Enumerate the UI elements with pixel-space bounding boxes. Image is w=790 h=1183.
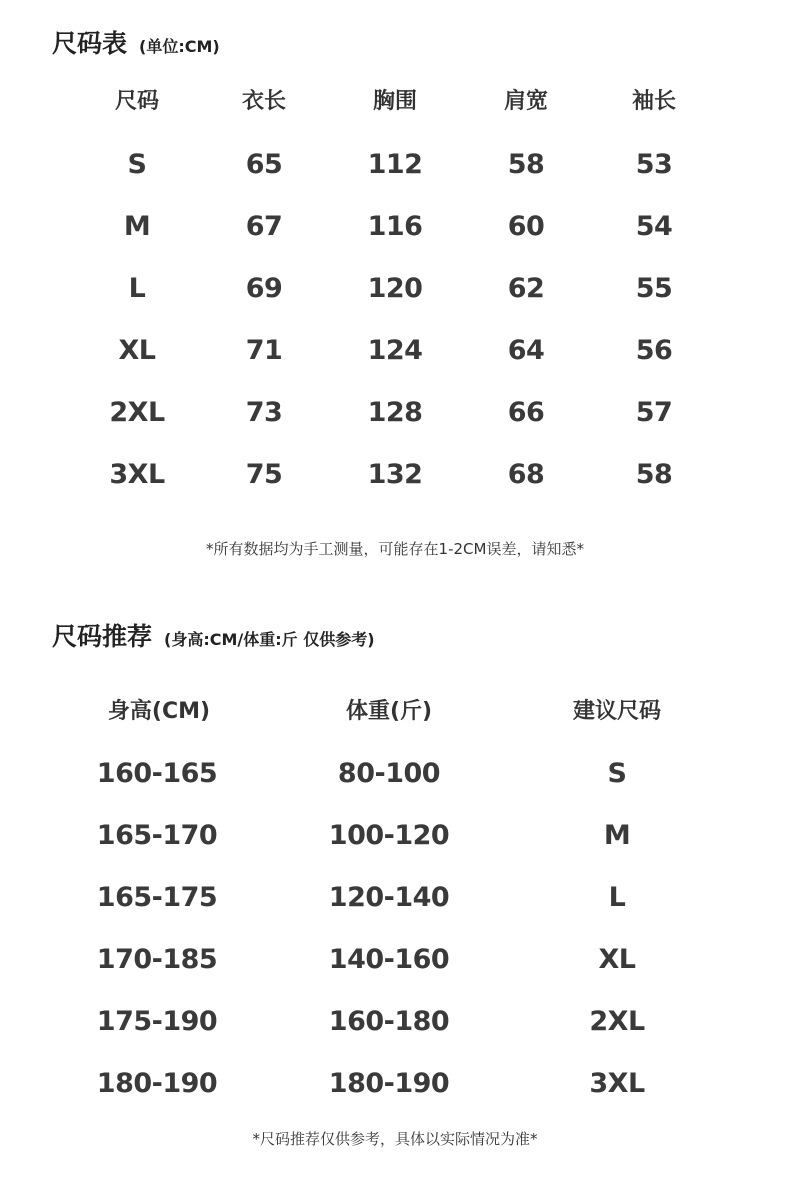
table-cell: 100-120 — [328, 820, 450, 851]
table-cell: 160-180 — [328, 1006, 450, 1037]
table-cell: L — [608, 882, 626, 913]
table-cell: 128 — [367, 397, 423, 428]
table-cell: 64 — [507, 335, 545, 366]
table-cell: 57 — [635, 397, 673, 428]
header-cell: 袖长 — [631, 89, 677, 114]
table-cell: 120-140 — [328, 882, 450, 913]
table-cell: M — [603, 820, 631, 851]
table-cell: XL — [598, 944, 636, 975]
table-cell: 53 — [635, 149, 673, 180]
table-cell: 165-170 — [96, 820, 218, 851]
table-cell: 3XL — [589, 1068, 645, 1099]
table-cell: XL — [118, 335, 156, 366]
table-row — [0, 754, 790, 794]
table-cell: 116 — [367, 211, 423, 242]
table-cell: 170-185 — [96, 944, 218, 975]
table-cell: S — [127, 149, 147, 180]
table-cell: 71 — [245, 335, 283, 366]
table-cell: 60 — [507, 211, 545, 242]
table-cell: 180-190 — [96, 1068, 218, 1099]
size-chart-note: *所有数据均为手工测量，可能存在1-2CM误差，请知悉* — [206, 540, 584, 558]
size-chart-header-row — [0, 82, 790, 122]
table-cell: M — [123, 211, 151, 242]
recommend-title: 尺码推荐 — [52, 622, 153, 651]
table-cell: 140-160 — [328, 944, 450, 975]
table-cell: L — [128, 273, 146, 304]
size-chart-unit: (单位:CM) — [139, 37, 220, 56]
table-row — [0, 331, 790, 371]
table-cell: 80-100 — [337, 758, 441, 789]
header-cell: 尺码 — [114, 89, 160, 114]
table-cell: 120 — [367, 273, 423, 304]
table-cell: S — [607, 758, 627, 789]
table-cell: 55 — [635, 273, 673, 304]
table-cell: 67 — [245, 211, 283, 242]
table-cell: 180-190 — [328, 1068, 450, 1099]
table-cell: 2XL — [109, 397, 165, 428]
table-cell: 58 — [507, 149, 545, 180]
table-cell: 69 — [245, 273, 283, 304]
table-cell: 75 — [245, 459, 283, 490]
size-chart-title-block — [52, 24, 220, 60]
header-cell: 肩宽 — [503, 89, 549, 114]
recommend-note: *尺码推荐仅供参考，具体以实际情况为准* — [252, 1130, 538, 1148]
table-cell: 66 — [507, 397, 545, 428]
table-cell: 58 — [635, 459, 673, 490]
header-cell: 衣长 — [241, 89, 287, 114]
table-row — [0, 940, 790, 980]
table-cell: 124 — [367, 335, 423, 366]
table-cell: 62 — [507, 273, 545, 304]
header-cell: 体重(斤) — [345, 699, 433, 724]
table-cell: 54 — [635, 211, 673, 242]
table-row — [0, 816, 790, 856]
table-row — [0, 393, 790, 433]
table-cell: 160-165 — [96, 758, 218, 789]
recommend-unit: (身高:CM/体重:斤 仅供参考) — [164, 630, 375, 649]
table-cell: 112 — [367, 149, 423, 180]
table-cell: 65 — [245, 149, 283, 180]
table-cell: 56 — [635, 335, 673, 366]
table-row — [0, 1064, 790, 1104]
table-row — [0, 455, 790, 495]
table-row — [0, 878, 790, 918]
size-chart-title: 尺码表 — [52, 29, 128, 58]
table-cell: 68 — [507, 459, 545, 490]
table-cell: 175-190 — [96, 1006, 218, 1037]
table-cell: 132 — [367, 459, 423, 490]
table-row — [0, 269, 790, 309]
table-row — [0, 207, 790, 247]
header-cell: 建议尺码 — [572, 699, 662, 724]
header-cell: 胸围 — [372, 89, 418, 114]
table-row — [0, 1002, 790, 1042]
table-cell: 73 — [245, 397, 283, 428]
recommend-title-block — [52, 617, 375, 653]
table-row — [0, 145, 790, 185]
header-cell: 身高(CM) — [107, 699, 211, 724]
table-cell: 165-175 — [96, 882, 218, 913]
table-cell: 2XL — [589, 1006, 645, 1037]
table-cell: 3XL — [109, 459, 165, 490]
recommend-header-row — [0, 692, 790, 732]
